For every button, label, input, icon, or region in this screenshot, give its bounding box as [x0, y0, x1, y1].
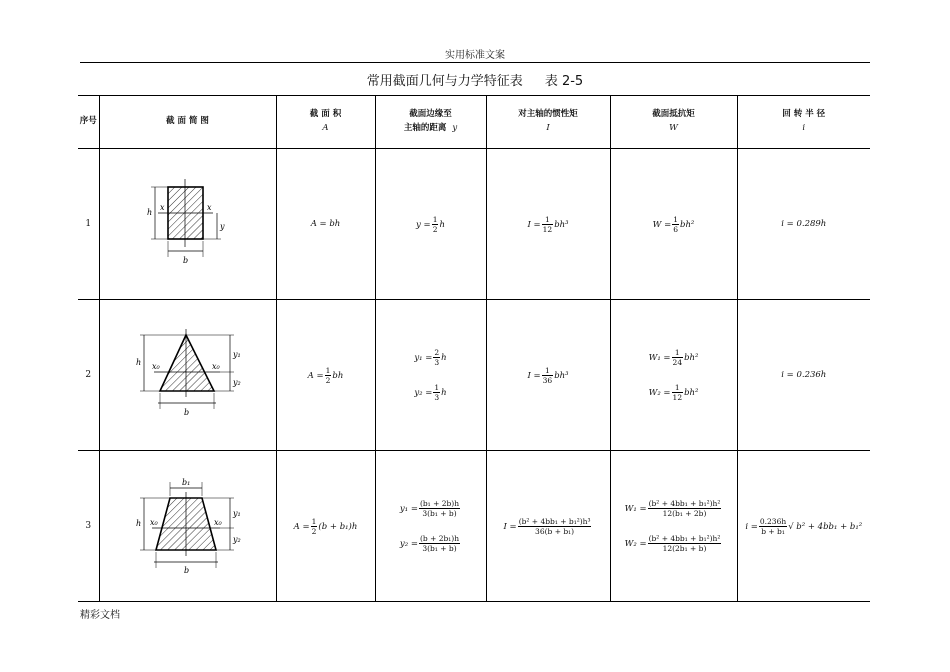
area-cell	[276, 451, 375, 602]
dim-label-b1: b₁	[181, 478, 190, 487]
inertia-cell	[486, 149, 610, 300]
col-no-label: 序号	[79, 116, 97, 127]
I-num: 1	[542, 366, 554, 376]
row-number: 2	[78, 300, 99, 451]
I-formula	[527, 365, 569, 385]
I-post: bh³	[554, 219, 569, 230]
area-formula: A = bh	[310, 219, 341, 229]
col-modulus-symbol: W	[669, 123, 678, 133]
header-rule	[80, 62, 870, 63]
W1-formula	[611, 348, 737, 367]
y1-den: 3	[434, 358, 440, 367]
y2-post: h	[441, 388, 447, 398]
W2-num: 1	[672, 383, 684, 393]
y1-pre: y₁ =	[399, 504, 418, 514]
col-header-distance	[375, 96, 486, 149]
W1-pre: W₁ =	[648, 353, 671, 363]
W-formula	[652, 214, 695, 234]
y2-pre: y₂ =	[399, 539, 418, 549]
col-distance-symbol: y	[452, 123, 458, 133]
area-pre: A =	[307, 370, 324, 381]
area-post: bh	[332, 370, 344, 381]
col-inertia-symbol: I	[546, 123, 550, 133]
y2-num: (b + 2b₁)h	[419, 534, 460, 543]
axis-label-x0-right: x₀	[213, 518, 222, 527]
area-den: 2	[325, 375, 331, 385]
distance-cell	[375, 149, 486, 300]
i-fraction	[759, 517, 787, 536]
W2-formula	[611, 534, 737, 553]
modulus-cell	[610, 451, 737, 602]
col-header-gyration	[737, 96, 870, 149]
axis-label-x-right: x	[206, 203, 212, 212]
y1-den: 3(b₁ + b)	[422, 509, 457, 518]
W2-post: bh²	[684, 388, 699, 398]
W-pre: W =	[652, 219, 672, 230]
triangle-section-icon	[128, 329, 248, 421]
area-num: 1	[311, 516, 317, 526]
col-header-modulus	[610, 96, 737, 149]
I-num: 1	[542, 215, 554, 225]
W1-post: bh²	[684, 353, 699, 363]
trapezoid-section-icon	[128, 476, 248, 576]
spacer	[611, 518, 737, 534]
I-fraction	[542, 215, 554, 234]
W1-num: 1	[672, 348, 684, 358]
triangle-section-diagram	[99, 300, 276, 451]
col-area-label: 截 面 积	[309, 109, 342, 120]
I-formula	[527, 214, 569, 234]
area-post: (b + b₁)h	[318, 521, 358, 532]
dim-label-h: h	[135, 519, 141, 528]
y2-den: 3(b₁ + b)	[422, 544, 457, 553]
dim-label-y1: y₁	[232, 350, 241, 359]
y1-pre: y₁ =	[414, 353, 433, 363]
I-pre: I =	[527, 219, 541, 230]
I-pre: I =	[527, 370, 541, 381]
I-fraction	[542, 366, 554, 385]
dim-label-h: h	[135, 358, 141, 367]
y-den: 2	[432, 224, 438, 234]
W2-fraction	[672, 383, 684, 402]
table-row	[78, 451, 870, 602]
W2-formula	[611, 383, 737, 402]
axis-label-x-left: x	[159, 203, 165, 212]
i-formula: i = 0.236h	[781, 370, 827, 380]
col-distance-label: 截面边缘至	[409, 109, 452, 120]
W1-formula	[611, 499, 737, 518]
col-gyration-symbol: i	[802, 123, 806, 133]
y1-formula	[376, 348, 486, 367]
row-number: 1	[78, 149, 99, 300]
W2-fraction	[648, 534, 722, 553]
I-pre: I =	[503, 521, 517, 532]
area-formula	[307, 365, 344, 385]
W-fraction	[672, 215, 679, 234]
col-header-diagram	[99, 96, 276, 149]
area-pre: A =	[293, 521, 310, 532]
W2-num: (b² + 4bb₁ + b₁²)h²	[648, 534, 721, 543]
col-header-no	[78, 96, 99, 149]
i-num: 0.236h	[759, 516, 787, 526]
dim-label-b: b	[183, 408, 189, 417]
y1-formula	[376, 499, 486, 518]
y1-fraction	[419, 499, 460, 518]
table-row	[78, 300, 870, 451]
spacer	[376, 367, 486, 383]
distance-cell	[375, 451, 486, 602]
area-fraction	[325, 366, 332, 385]
y-fraction	[432, 215, 439, 234]
I-den: 12	[542, 224, 553, 234]
i-den: b + b₁	[761, 526, 785, 536]
row-number: 3	[78, 451, 99, 602]
W2-pre: W₂ =	[624, 539, 647, 549]
col-distance-label-2: 主轴的距离	[403, 123, 447, 133]
W2-pre: W₂ =	[648, 388, 671, 398]
dim-label-y2: y₂	[232, 378, 241, 387]
gyration-cell	[737, 300, 870, 451]
W1-pre: W₁ =	[624, 504, 647, 514]
W-den: 6	[673, 224, 678, 234]
axis-label-x0-left: x₀	[149, 518, 158, 527]
modulus-cell	[610, 149, 737, 300]
area-cell	[276, 149, 375, 300]
y1-num: 2	[434, 348, 440, 357]
i-pre: i =	[745, 521, 758, 532]
table-row	[78, 149, 870, 300]
y1-post: h	[441, 353, 447, 363]
I-formula	[503, 516, 593, 536]
W2-den: 12	[672, 393, 683, 402]
W1-den: 12(b₁ + 2b)	[662, 509, 707, 518]
y2-num: 1	[434, 383, 440, 392]
y-pre: y =	[416, 219, 431, 230]
gyration-cell	[737, 149, 870, 300]
y1-num: (b₁ + 2b)h	[419, 499, 460, 508]
y2-pre: y₂ =	[414, 388, 433, 398]
i-formula	[745, 516, 863, 536]
W1-den: 24	[672, 358, 683, 367]
col-area-symbol: A	[322, 123, 329, 133]
W2-den: 12(2b₁ + b)	[662, 544, 707, 553]
axis-label-x0-left: x₀	[151, 362, 160, 371]
table-header-row	[78, 96, 870, 149]
col-header-inertia	[486, 96, 610, 149]
I-num: (b² + 4bb₁ + b₁²)h³	[518, 516, 591, 526]
y2-formula	[376, 383, 486, 402]
axis-label-x0-right: x₀	[211, 362, 220, 371]
y-num: 1	[432, 214, 438, 224]
col-modulus-label: 截面抵抗矩	[652, 109, 695, 120]
y-post: h	[439, 219, 445, 230]
dim-label-h: h	[146, 208, 152, 217]
W-num: 1	[673, 214, 678, 224]
W-post: bh²	[680, 219, 695, 230]
y2-den: 3	[434, 393, 440, 402]
area-formula	[293, 516, 358, 536]
dim-label-y1: y₁	[232, 509, 241, 518]
col-gyration-label: 回 转 半 径	[782, 109, 826, 120]
page-footer: 精彩文档	[80, 610, 120, 621]
W1-fraction	[672, 348, 684, 367]
y1-fraction	[433, 348, 440, 367]
col-inertia-label: 对主轴的惯性矩	[518, 109, 578, 120]
area-fraction	[311, 517, 318, 536]
I-den: 36(b + b₁)	[535, 526, 575, 536]
area-den: 2	[311, 526, 317, 536]
section-properties-table	[78, 95, 870, 602]
i-post: √ b² + 4bb₁ + b₁²	[788, 521, 863, 532]
col-diagram-label: 截 面 简 图	[166, 116, 209, 127]
W1-num: (b² + 4bb₁ + b₁²)h²	[648, 499, 721, 508]
rectangle-section-icon	[133, 179, 243, 269]
title-text: 常用截面几何与力学特征表	[366, 74, 523, 89]
dim-label-y: y	[219, 222, 225, 231]
spacer	[611, 367, 737, 383]
modulus-cell	[610, 300, 737, 451]
y2-fraction	[419, 534, 460, 553]
dim-label-y2: y₂	[232, 535, 241, 544]
col-header-area	[276, 96, 375, 149]
dim-label-b: b	[182, 256, 188, 265]
I-post: bh³	[554, 370, 569, 381]
I-den: 36	[542, 375, 553, 385]
inertia-cell	[486, 300, 610, 451]
gyration-cell	[737, 451, 870, 602]
spacer	[376, 518, 486, 534]
inertia-cell	[486, 451, 610, 602]
rectangle-section-diagram	[99, 149, 276, 300]
dim-label-b: b	[183, 566, 189, 575]
y-formula	[416, 214, 445, 234]
y2-fraction	[433, 383, 440, 402]
W1-fraction	[648, 499, 722, 518]
distance-cell	[375, 300, 486, 451]
area-cell	[276, 300, 375, 451]
area-num: 1	[325, 365, 331, 375]
i-formula: i = 0.289h	[781, 219, 827, 229]
page-header: 实用标准文案	[445, 50, 505, 61]
trapezoid-section-diagram	[99, 451, 276, 602]
y2-formula	[376, 534, 486, 553]
table-number: 表 2-5	[544, 74, 584, 89]
table-title	[0, 70, 950, 89]
I-fraction	[518, 517, 592, 536]
